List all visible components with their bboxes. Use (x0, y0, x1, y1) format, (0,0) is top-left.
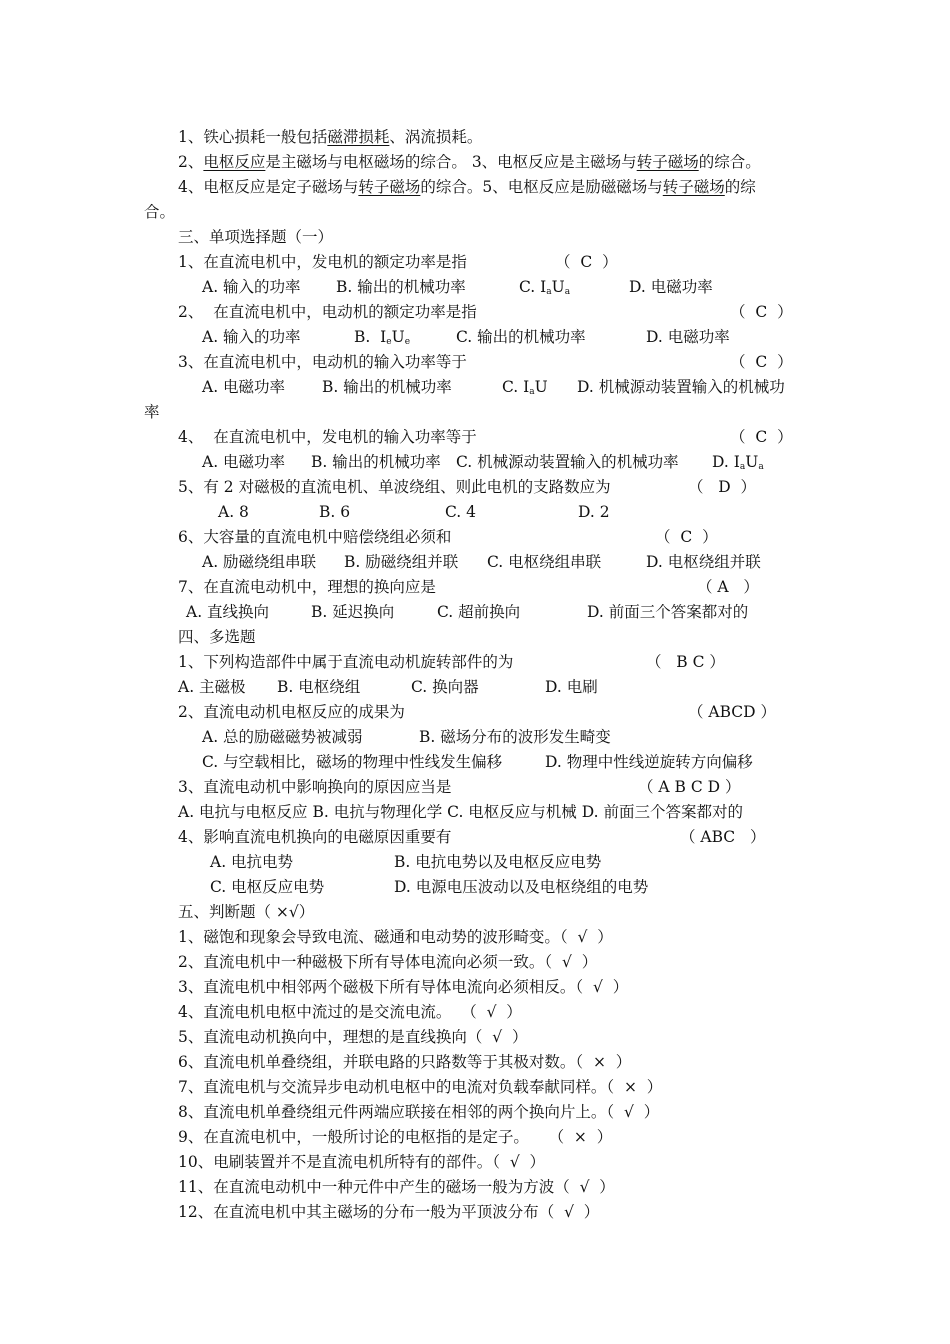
judgement-item: 5、直流电动机换向中，理想的是直线换向（ √ ） (178, 1028, 528, 1046)
answer: （ C ） (555, 253, 618, 271)
option: C. 与空载相比，磁场的物理中性线发生偏移 (202, 753, 503, 771)
question: 6、大容量的直流电机中赔偿绕组必须和 (178, 528, 452, 546)
option: B. 励磁绕组并联 (344, 553, 459, 571)
option: A. 电抗电势 (210, 853, 294, 871)
option: B. 输出的机械功率 (322, 378, 452, 396)
answer: （ ABCD ） (688, 703, 777, 721)
question: 2、直流电动机电枢反应的成果为 (178, 703, 405, 721)
judgement-item: 3、直流电机中相邻两个磁极下所有导体电流向必须相反。（ √ ） (178, 978, 629, 996)
question: 3、在直流电机中，电动机的输入功率等于 (178, 353, 467, 371)
option: C. 换向器 (411, 678, 479, 696)
option: A. 电抗与电枢反应 B. 电抗与物理化学 C. 电枢反应与机械 D. 前面三个答案都对的 (178, 803, 743, 821)
option: A. 总的励磁磁势被减弱 (202, 728, 363, 746)
option: B. 磁场分布的波形发生畸变 (419, 728, 611, 746)
option: A. 主磁极 (178, 678, 246, 696)
option: A. 电磁功率 (202, 378, 286, 396)
judgement-item: 12、在直流电机中其主磁场的分布一般为平顶波分布（ √ ） (178, 1203, 600, 1221)
option: B. 电枢绕组 (277, 678, 361, 696)
option: C. 4 (445, 503, 477, 521)
question: 2、 在直流电机中，电动机的额定功率是指 (178, 303, 477, 321)
option: B. $I_eU_e$ (354, 328, 411, 347)
option: B. 6 (319, 503, 351, 521)
option: A. 输入的功率 (202, 278, 301, 296)
option: A. 直线换向 (186, 603, 270, 621)
option: D. 前面三个答案都对的 (587, 603, 749, 621)
option: D. 2 (578, 503, 610, 521)
judgement-item: 6、直流电机单叠绕组，并联电路的只路数等于其极对数。（ × ） (178, 1053, 632, 1071)
judgement-item: 10、电刷装置并不是直流电机所特有的部件。（ √ ） (178, 1153, 546, 1171)
judgement-item: 9、在直流电机中，一般所讨论的电枢指的是定子。 （ × ） (178, 1128, 613, 1146)
option: B. 延迟换向 (311, 603, 395, 621)
option: C. 输出的机械功率 (456, 328, 586, 346)
option: A. 电磁功率 (202, 453, 286, 471)
judgement-item: 8、直流电机单叠绕组元件两端应联接在相邻的两个换向片上。（ √ ） (178, 1103, 660, 1121)
option: C. 超前换向 (437, 603, 521, 621)
fill-in-line-2: 2、电枢反应是主磁场与电枢磁场的综合。 3、电枢反应是主磁场与转子磁场的综合。 (178, 153, 761, 171)
option: C. $I_aU_a$ (519, 278, 571, 297)
option: D. 机械源动装置输入的机械功 (577, 378, 785, 396)
fill-in-line-3: 4、电枢反应是定子磁场与转子磁场的综合。5、电枢反应是励磁磁场与转子磁场的综 (178, 178, 756, 196)
option: C. $I_aU$ (502, 378, 548, 397)
answer: （ D ） (688, 478, 757, 496)
question: 5、有 2 对磁极的直流电机、单波绕组、则此电机的支路数应为 (178, 478, 611, 496)
option: C. 机械源动装置输入的机械功率 (456, 453, 679, 471)
option: A. 8 (218, 503, 249, 521)
question: 3、直流电动机中影响换向的原因应当是 (178, 778, 452, 796)
question: 7、在直流电动机中，理想的换向应是 (178, 578, 436, 596)
option: D. 电磁功率 (646, 328, 730, 346)
question: 1、下列构造部件中属于直流电动机旋转部件的为 (178, 653, 514, 671)
option: A. 励磁绕组串联 (202, 553, 317, 571)
option-wrap: 率 (144, 403, 160, 421)
option: B. 电抗电势以及电枢反应电势 (394, 853, 602, 871)
option: C. 电枢反应电势 (210, 878, 325, 896)
answer: （ ABC ） (680, 828, 766, 846)
option: C. 电枢绕组串联 (487, 553, 602, 571)
option: D. 电枢绕组并联 (646, 553, 761, 571)
section-heading-judgement: 五、判断题（ ×√） (178, 903, 315, 921)
fill-in-line-4: 合。 (144, 203, 176, 221)
option: B. 输出的机械功率 (311, 453, 441, 471)
question: 1、在直流电机中，发电机的额定功率是指 (178, 253, 467, 271)
option: D. $I_aU_a$ (712, 453, 764, 472)
fill-in-line-1: 1、铁心损耗一般包括磁滞损耗、涡流损耗。 (178, 128, 483, 146)
option: B. 输出的机械功率 (336, 278, 466, 296)
judgement-item: 7、直流电机与交流异步电动机电枢中的电流对负载奉献同样。（ × ） (178, 1078, 663, 1096)
section-heading-single-choice: 三、单项选择题（一） (178, 228, 334, 246)
judgement-item: 2、直流电机中一种磁极下所有导体电流向必须一致。（ √ ） (178, 953, 598, 971)
option: D. 电刷 (545, 678, 598, 696)
question: 4、 在直流电机中，发电机的输入功率等于 (178, 428, 477, 446)
answer: （ A ） (697, 578, 759, 596)
answer: （ C ） (730, 303, 793, 321)
option: D. 物理中性线逆旋转方向偏移 (545, 753, 753, 771)
judgement-item: 1、磁饱和现象会导致电流、磁通和电动势的波形畸变。（ √ ） (178, 928, 613, 946)
answer: （ C ） (730, 428, 793, 446)
answer: （ A B C D ） (638, 778, 741, 796)
option: D. 电源电压波动以及电枢绕组的电势 (394, 878, 649, 896)
option: D. 电磁功率 (629, 278, 713, 296)
answer: （ C ） (655, 528, 718, 546)
answer: （ B C ） (646, 653, 725, 671)
option: A. 输入的功率 (202, 328, 301, 346)
section-heading-multi-choice: 四、多选题 (178, 628, 256, 646)
judgement-item: 11、在直流电动机中一种元件中产生的磁场一般为方波（ √ ） (178, 1178, 615, 1196)
judgement-item: 4、直流电机电枢中流过的是交流电流。 （ √ ） (178, 1003, 522, 1021)
question: 4、影响直流电机换向的电磁原因重要有 (178, 828, 452, 846)
answer: （ C ） (730, 353, 793, 371)
